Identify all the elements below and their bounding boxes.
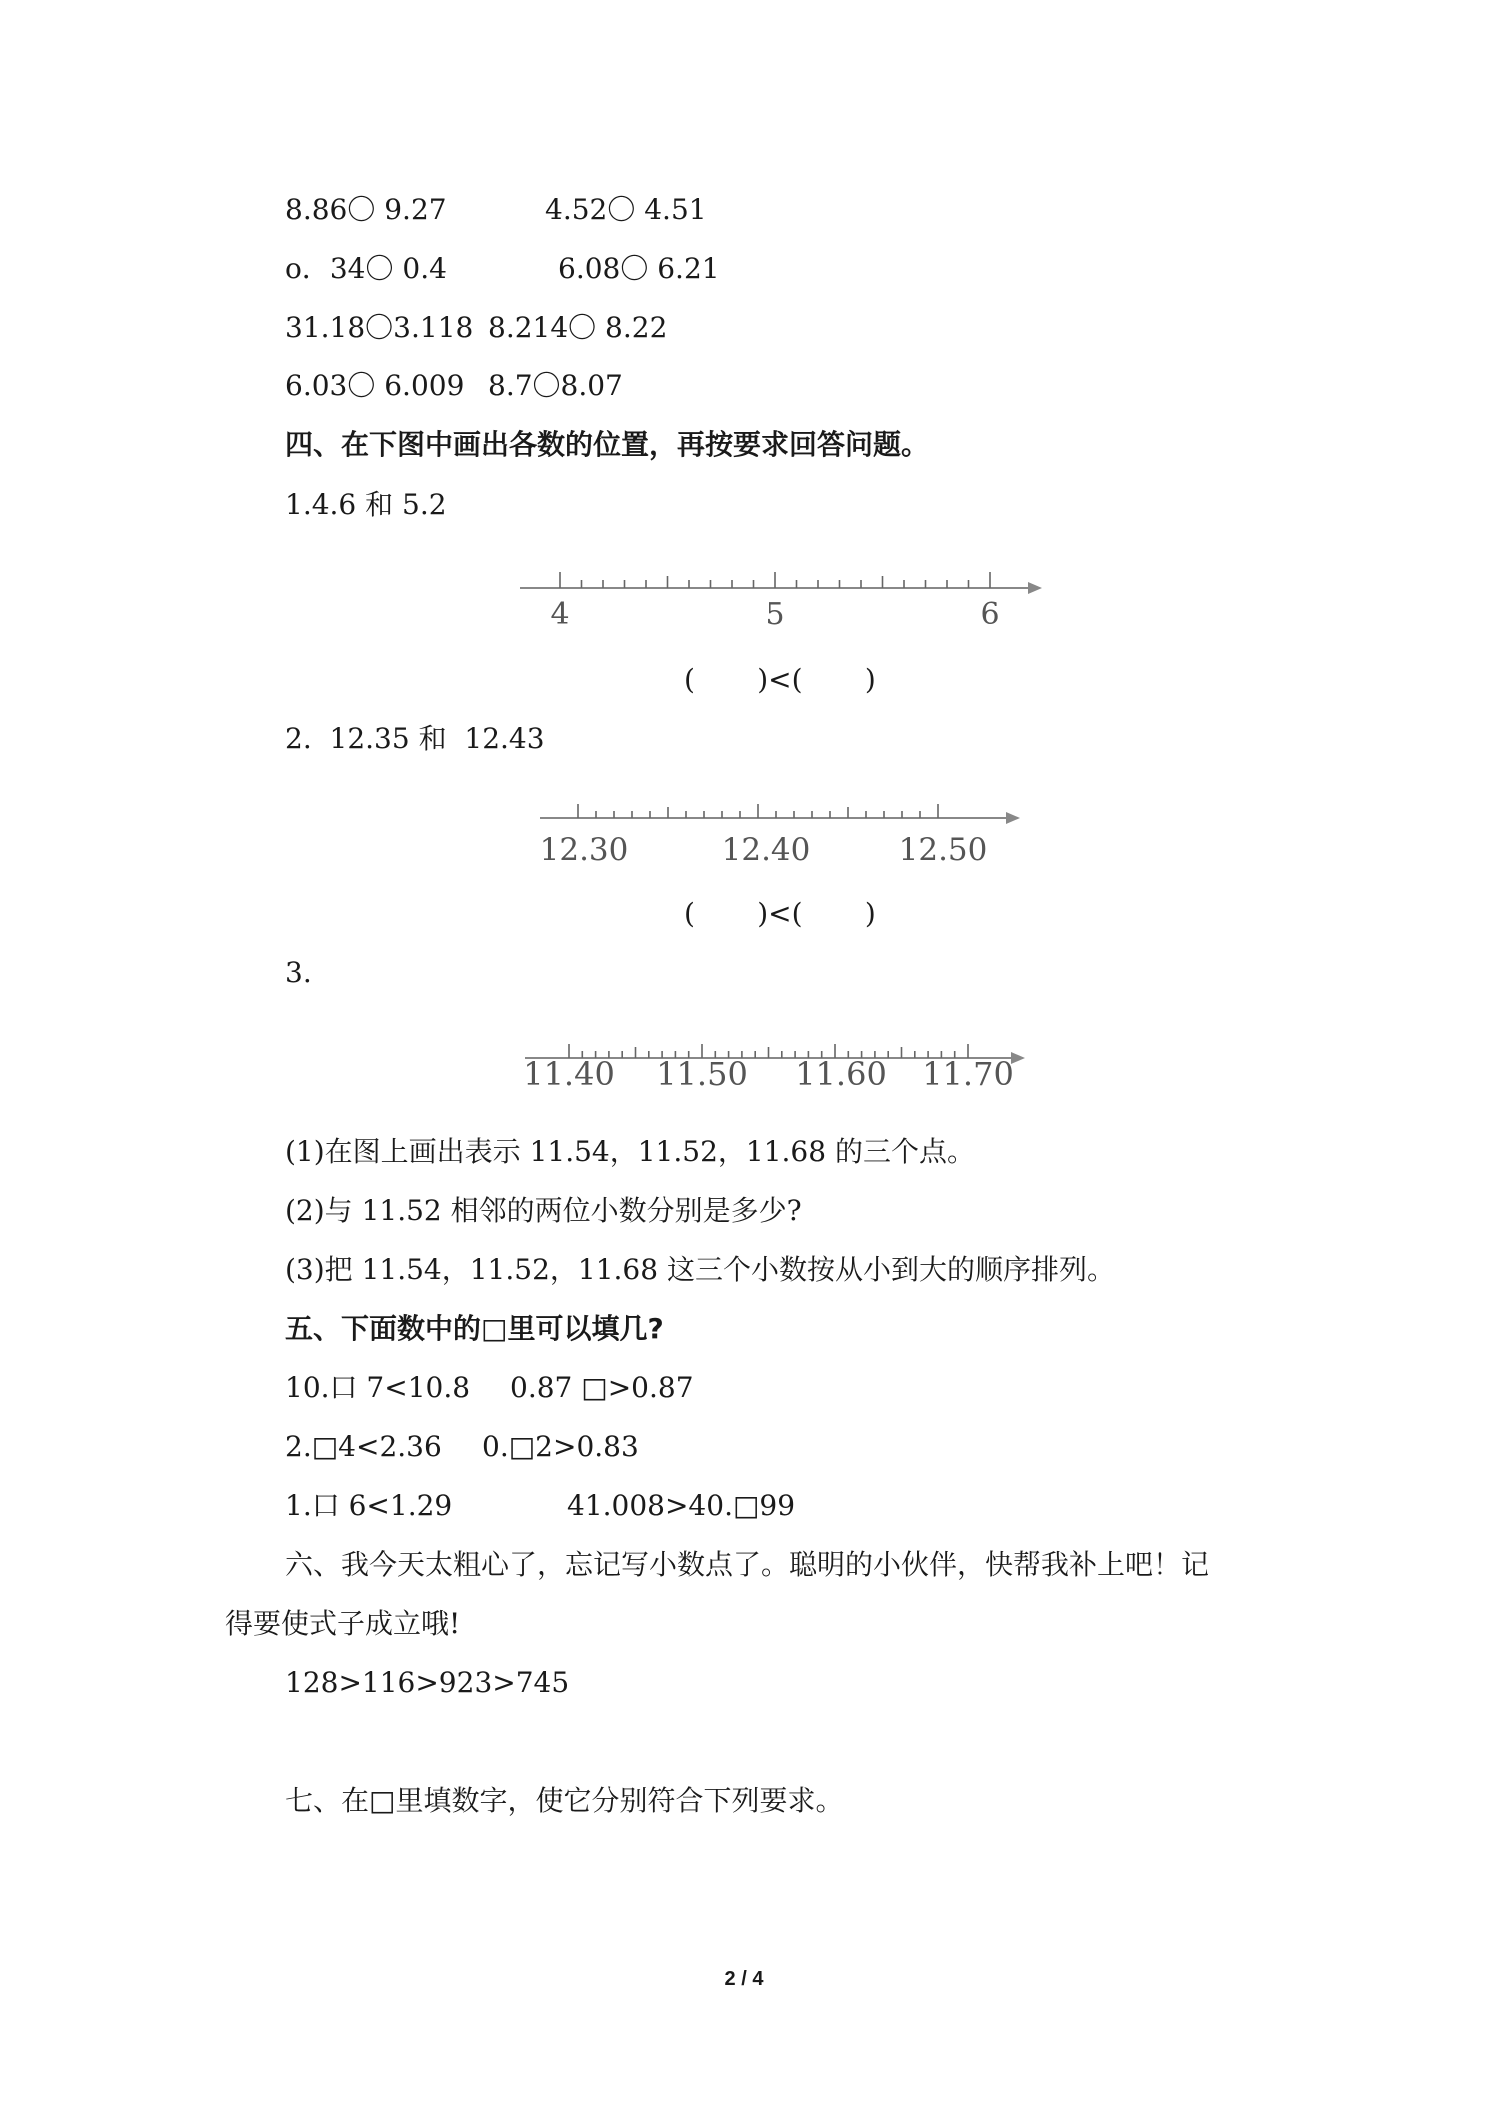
q3-sub-3: (3)把 11.54，11.52，11.68 这三个小数按从小到大的顺序排列。	[285, 1253, 1115, 1286]
q2-answer: ( )<( )	[684, 897, 876, 930]
section5-title: 五、下面数中的□里可以填几?	[285, 1312, 664, 1345]
compare-row-3b: 8.214〇 8.22	[488, 311, 668, 344]
section6-line-1: 六、我今天太粗心了，忘记写小数点了。聪明的小伙伴，快帮我补上吧！记	[285, 1548, 1210, 1581]
number-line-2-svg	[540, 796, 1020, 876]
number-line-3	[525, 1030, 1025, 1110]
q2-label: 2. 12.35 和 12.43	[285, 722, 545, 755]
fill-row-2a: 2.□4<2.36	[285, 1430, 442, 1463]
compare-row-3a: 31.18〇3.118	[285, 311, 474, 344]
page-number: 2 / 4	[724, 1968, 764, 1990]
compare-row-1a: 8.86〇 9.27	[285, 193, 447, 226]
fill-row-1b: 0.87 □>0.87	[510, 1371, 694, 1404]
fill-row-3a: 1.口 6<1.29	[285, 1489, 453, 1522]
number-line-2	[540, 796, 1020, 876]
q3-sub-2: (2)与 11.52 相邻的两位小数分别是多少?	[285, 1194, 802, 1227]
tick-label-6: 6	[980, 597, 1000, 632]
section4-title: 四、在下图中画出各数的位置，再按要求回答问题。	[285, 428, 930, 461]
section6-line-2: 得要使式子成立哦!	[225, 1607, 461, 1640]
compare-row-1b: 4.52〇 4.51	[545, 193, 707, 226]
number-line-1	[520, 560, 1040, 630]
number-line-1-svg	[520, 560, 1040, 630]
fill-row-2b: 0.□2>0.83	[482, 1430, 639, 1463]
compare-row-2b: 6.08〇 6.21	[558, 252, 720, 285]
section6-expression: 128>116>923>745	[285, 1666, 570, 1699]
tick-label-4: 4	[550, 597, 570, 632]
q3-sub-1: (1)在图上画出表示 11.54，11.52，11.68 的三个点。	[285, 1135, 975, 1168]
tick-label-12-30: 12.30	[539, 832, 629, 868]
tick-label-12-40: 12.40	[721, 832, 811, 868]
q1-label: 1.4.6 和 5.2	[285, 488, 447, 521]
fill-row-3b: 41.008>40.□99	[567, 1489, 796, 1522]
compare-row-4b: 8.7〇8.07	[488, 369, 623, 402]
compare-row-2a: o．34〇 0.4	[285, 252, 447, 285]
tick-label-11-70: 11.70	[922, 1055, 1014, 1093]
q3-label: 3.	[285, 956, 312, 989]
tick-label-11-50: 11.50	[656, 1055, 748, 1093]
section7-title: 七、在□里填数字，使它分别符合下列要求。	[285, 1784, 844, 1817]
tick-label-11-40: 11.40	[523, 1055, 615, 1093]
compare-row-4a: 6.03〇 6.009	[285, 369, 465, 402]
q1-answer: ( )<( )	[684, 663, 876, 696]
tick-label-12-50: 12.50	[898, 832, 988, 868]
fill-row-1a: 10.口 7<10.8	[285, 1371, 471, 1404]
tick-label-11-60: 11.60	[795, 1055, 887, 1093]
tick-label-5: 5	[765, 597, 785, 632]
number-line-3-svg	[525, 1030, 1025, 1110]
